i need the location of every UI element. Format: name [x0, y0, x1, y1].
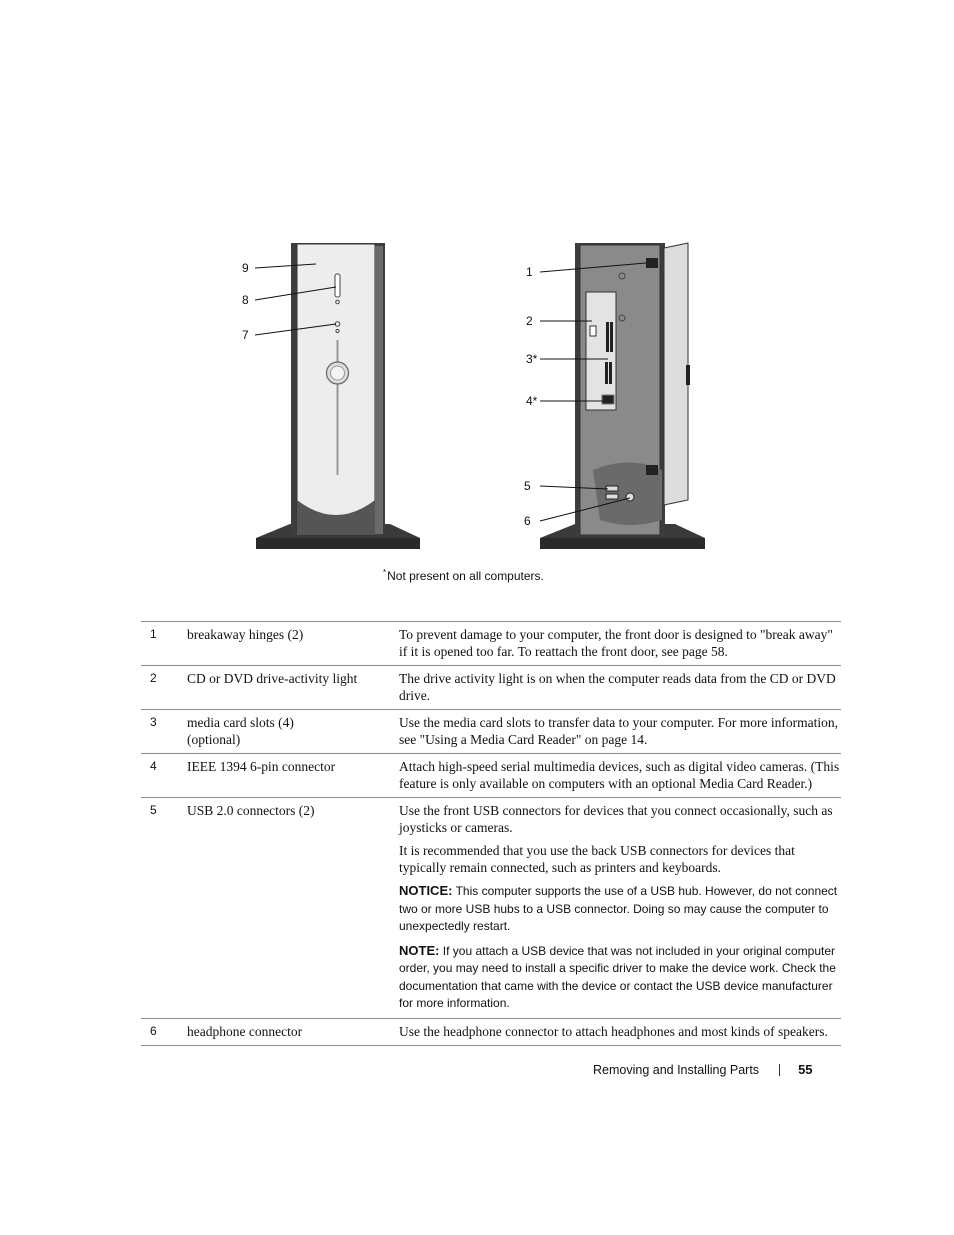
- note-text: If you attach a USB device that was not included in your original computer order, you may need to install a specific driver to make the device work. Check the documentation that came with the device or contact the USB device manufacturer for more information.: [399, 943, 836, 1010]
- row-number: 4: [141, 754, 187, 798]
- row-name: media card slots (4) (optional): [187, 710, 399, 754]
- description-text: Attach high-speed serial multimedia devices, such as digital video cameras. (This feature is only available on computers with an optional Media Card Reader.): [399, 759, 840, 791]
- parts-table: [141, 621, 841, 1046]
- description-text: Use the headphone connector to attach headphones and most kinds of speakers.: [399, 1023, 828, 1039]
- table-row: [141, 666, 841, 710]
- row-description: [399, 754, 841, 798]
- callout-5: 5: [524, 479, 531, 493]
- table-row: [141, 1018, 841, 1045]
- description-text: Use the media card slots to transfer data to your computer. For more information, see "Using a Media Card Reader" on page 14.: [399, 715, 839, 747]
- table-row: [141, 622, 841, 666]
- note-label: NOTE:: [399, 942, 440, 958]
- notice-block: [399, 882, 841, 936]
- row-number: 1: [141, 622, 187, 666]
- description-text: It is recommended that you use the back USB connectors for devices that typically remain connected, such as printers and keyboards.: [399, 843, 795, 875]
- callout-9: 9: [242, 261, 249, 275]
- closed-computer: [256, 243, 420, 549]
- row-description: [399, 710, 841, 754]
- notice-text: This computer supports the use of a USB hub. However, do not connect two or more USB hubs to a USB connector. Doing so may cause the computer to unexpectedly restart.: [399, 884, 838, 933]
- footer-section-title: Removing and Installing Parts: [593, 1063, 760, 1077]
- callout-1: 1: [526, 265, 533, 279]
- row-name: breakaway hinges (2): [187, 622, 399, 666]
- callout-3: 3*: [526, 352, 538, 366]
- table-row: [141, 710, 841, 754]
- callout-4: 4*: [526, 394, 538, 408]
- description-text: The drive activity light is on when the computer reads data from the CD or DVD drive.: [399, 671, 836, 703]
- row-number: 5: [141, 798, 187, 1019]
- description-text: Use the front USB connectors for devices that you connect occasionally, such as joysticks or cameras.: [399, 803, 833, 835]
- footnote-mark: *: [383, 568, 387, 577]
- page-footer: [593, 1062, 813, 1077]
- callout-6: 6: [524, 514, 531, 528]
- row-number: 6: [141, 1018, 187, 1045]
- open-computer: [540, 243, 705, 549]
- row-name: USB 2.0 connectors (2): [187, 798, 399, 1019]
- row-name: IEEE 1394 6-pin connector: [187, 754, 399, 798]
- footer-separator: [779, 1064, 780, 1076]
- row-number: 2: [141, 666, 187, 710]
- callout-2: 2: [526, 314, 533, 328]
- table-row: [141, 798, 841, 1019]
- table-row: [141, 754, 841, 798]
- computer-illustration: [0, 0, 954, 600]
- description-text: To prevent damage to your computer, the front door is designed to "break away" if it is opened too far. To reattach the front door, see page 58.: [399, 627, 833, 659]
- page-number: 55: [798, 1062, 813, 1077]
- computer-front-view-figure: [0, 0, 954, 600]
- notice-label: NOTICE:: [399, 883, 453, 898]
- row-number: 3: [141, 710, 187, 754]
- note-block: [399, 942, 841, 1013]
- row-name: CD or DVD drive-activity light: [187, 666, 399, 710]
- row-description: [399, 798, 841, 1019]
- row-name: headphone connector: [187, 1018, 399, 1045]
- callout-7: 7: [242, 328, 249, 342]
- row-description: [399, 666, 841, 710]
- row-description: [399, 1018, 841, 1045]
- footnote-text: Not present on all computers.: [387, 569, 544, 583]
- figure-footnote: [383, 568, 544, 583]
- callout-8: 8: [242, 293, 249, 307]
- row-description: [399, 622, 841, 666]
